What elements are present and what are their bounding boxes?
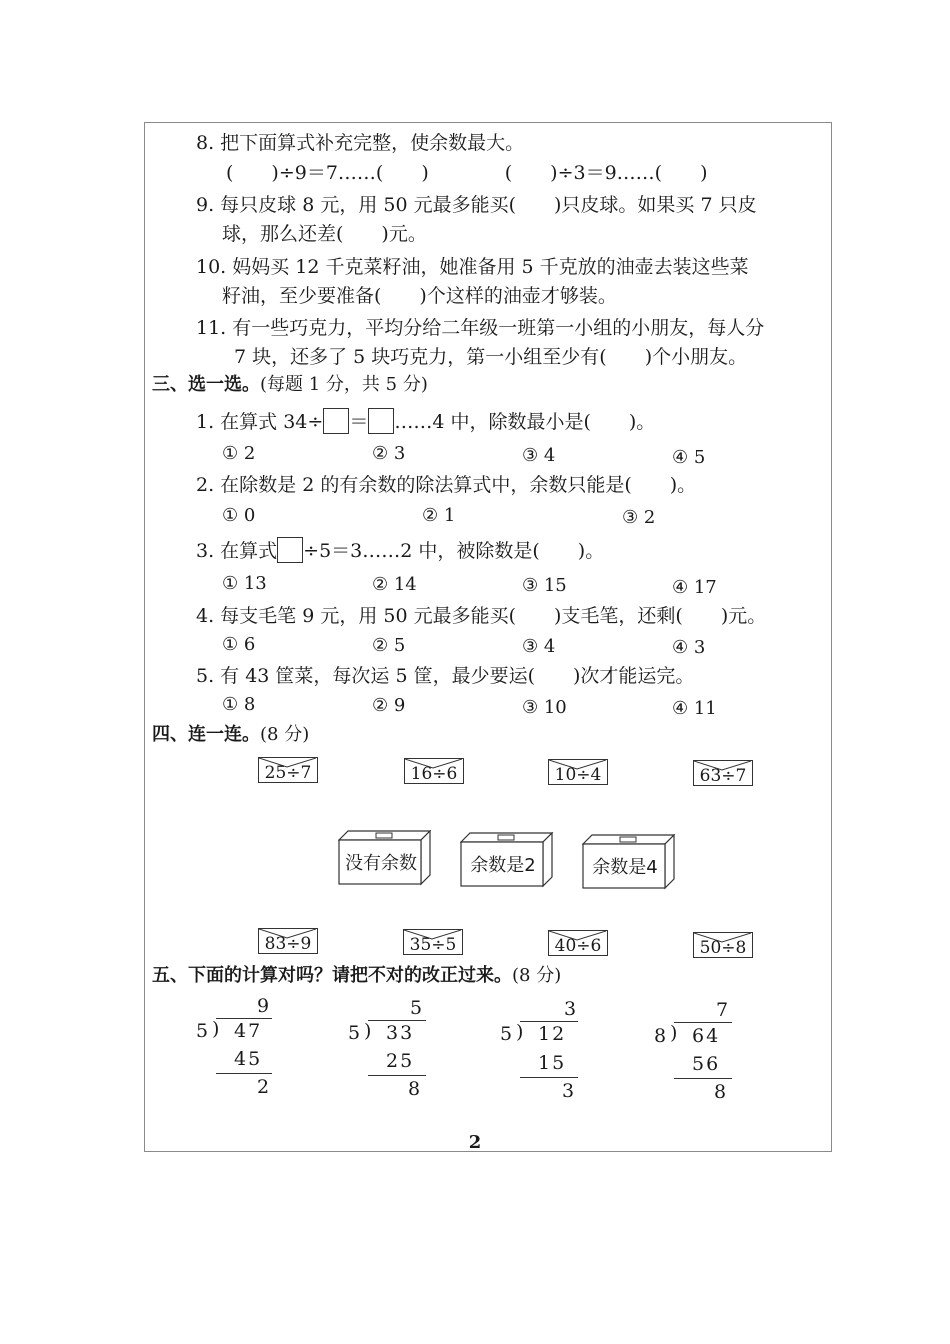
envelope[interactable] — [404, 758, 464, 784]
choice-q3-option: ③ 15 — [522, 575, 567, 596]
ld2-remainder: 8 — [408, 1078, 423, 1100]
envelope-label: 63÷7 — [699, 766, 747, 786]
envelope[interactable] — [548, 930, 608, 956]
ld1-bracket-icon: ) — [212, 1018, 222, 1040]
q9-line1: 9. 每只皮球 8 元，用 50 元最多能买( )只皮球。如果买 7 只皮 — [196, 194, 757, 216]
choice-q4-stem: 4. 每支毛笔 9 元，用 50 元最多能买( )支毛笔，还剩( )元。 — [196, 605, 767, 627]
q11-line1: 11. 有一些巧克力，平均分给二年级一班第一小组的小朋友，每人分 — [196, 317, 765, 339]
ld2-product: 25 — [386, 1050, 415, 1072]
choice-q1 — [196, 408, 655, 434]
page-number: 2 — [468, 1132, 482, 1153]
answer-box[interactable] — [460, 832, 554, 888]
choice-q2-option: ③ 2 — [622, 507, 656, 528]
section5-note: (8 分) — [512, 965, 562, 986]
ld1-product: 45 — [234, 1048, 263, 1070]
ld3-divisor: 5 — [500, 1023, 515, 1045]
section4-heading — [152, 723, 309, 747]
q8-text: 8. 把下面算式补充完整，使余数最大。 — [196, 132, 525, 154]
box-label: 余数是4 — [592, 857, 658, 878]
choice-q5-option: ② 9 — [372, 695, 406, 716]
ld4-dividend: 64 — [692, 1025, 721, 1047]
section3-note: (每题 1 分，共 5 分) — [260, 374, 428, 395]
envelope-label: 16÷6 — [410, 764, 458, 784]
envelope[interactable] — [258, 757, 318, 783]
q10-line1: 10. 妈妈买 12 千克菜籽油，她准备用 5 千克放的油壶去装这些菜 — [196, 256, 749, 278]
section5-heading — [152, 964, 561, 988]
choice-q1-stem-c: ……4 中，除数最小是( )。 — [394, 411, 656, 433]
ld1-quotient: 9 — [257, 995, 272, 1017]
choice-q1-option: ① 2 — [222, 443, 256, 464]
section4-title: 四、连一连。 — [152, 724, 260, 745]
ld1-remainder: 2 — [257, 1076, 272, 1098]
section3-heading — [152, 373, 428, 397]
q8-equations: ( )÷9＝7……( ) ( )÷3＝9……( ) — [226, 162, 708, 184]
blank-box[interactable] — [277, 537, 303, 563]
ld3-bracket-icon: ) — [516, 1021, 526, 1043]
choice-q5-option: ① 8 — [222, 694, 256, 715]
envelope-label: 25÷7 — [264, 763, 312, 783]
choice-q2-option: ① 0 — [222, 505, 256, 526]
ld3-bracket-line — [520, 1021, 578, 1022]
blank-box[interactable] — [368, 408, 394, 434]
choice-q1-option: ③ 4 — [522, 445, 556, 466]
choice-q5-option: ④ 11 — [672, 698, 717, 719]
ld2-bracket-line — [368, 1020, 426, 1021]
ld1-subtract-line — [216, 1073, 272, 1074]
envelope[interactable] — [693, 932, 753, 958]
section4-note: (8 分) — [260, 724, 310, 745]
envelope[interactable] — [693, 760, 753, 786]
ld2-subtract-line — [368, 1075, 426, 1076]
ld1-divisor: 5 — [196, 1020, 211, 1042]
envelope[interactable] — [403, 929, 463, 955]
answer-box[interactable] — [582, 834, 676, 890]
ld2-divisor: 5 — [348, 1022, 363, 1044]
ld3-quotient: 3 — [564, 998, 579, 1020]
section5-title: 五、下面的计算对吗？请把不对的改正过来。 — [152, 965, 512, 986]
choice-q3-option: ④ 17 — [672, 577, 717, 598]
q11-line2: 7 块，还多了 5 块巧克力，第一小组至少有( )个小朋友。 — [234, 346, 748, 368]
ld4-bracket-line — [674, 1022, 732, 1023]
ld4-subtract-line — [674, 1078, 732, 1079]
choice-q1-stem-b: ＝ — [349, 411, 369, 433]
envelope-label: 50÷8 — [699, 938, 747, 958]
choice-q4-option: ① 6 — [222, 634, 256, 655]
choice-q3-stem-a: 3. 在算式 — [196, 540, 278, 562]
choice-q4-option: ② 5 — [372, 635, 406, 656]
ld3-product: 15 — [538, 1052, 567, 1074]
ld3-remainder: 3 — [562, 1080, 577, 1102]
blank-box[interactable] — [323, 408, 349, 434]
ld1-dividend: 47 — [234, 1020, 263, 1042]
ld4-product: 56 — [692, 1053, 721, 1075]
choice-q1-option: ② 3 — [372, 443, 406, 464]
envelope[interactable] — [258, 928, 318, 954]
box-label: 没有余数 — [345, 853, 417, 874]
choice-q5-option: ③ 10 — [522, 697, 567, 718]
envelope-label: 10÷4 — [554, 765, 602, 785]
choice-q1-stem-a: 1. 在算式 34÷ — [196, 411, 324, 433]
ld1-bracket-line — [216, 1018, 272, 1019]
ld2-dividend: 33 — [386, 1022, 415, 1044]
choice-q2-option: ② 1 — [422, 505, 456, 526]
q10-line2: 籽油，至少要准备( )个这样的油壶才够装。 — [222, 285, 617, 307]
envelope-label: 35÷5 — [409, 935, 457, 955]
choice-q1-option: ④ 5 — [672, 447, 706, 468]
envelope-label: 40÷6 — [554, 936, 602, 956]
choice-q3 — [196, 537, 604, 563]
choice-q5-stem: 5. 有 43 筐菜，每次运 5 筐，最少要运( )次才能运完。 — [196, 665, 695, 687]
envelope-label: 83÷9 — [264, 934, 312, 954]
ld2-bracket-icon: ) — [364, 1020, 374, 1042]
choice-q3-option: ② 14 — [372, 574, 417, 595]
choice-q4-option: ④ 3 — [672, 637, 706, 658]
choice-q4-option: ③ 4 — [522, 636, 556, 657]
ld4-remainder: 8 — [714, 1081, 729, 1103]
ld3-dividend: 12 — [538, 1023, 567, 1045]
ld2-quotient: 5 — [410, 997, 425, 1019]
ld4-divisor: 8 — [654, 1025, 669, 1047]
box-label: 余数是2 — [470, 855, 536, 876]
answer-box[interactable] — [338, 830, 432, 886]
ld3-subtract-line — [520, 1077, 578, 1078]
ld4-bracket-icon: ) — [670, 1022, 680, 1044]
ld4-quotient: 7 — [716, 999, 731, 1021]
choice-q2-stem: 2. 在除数是 2 的有余数的除法算式中，余数只能是( )。 — [196, 474, 697, 496]
envelope[interactable] — [548, 759, 608, 785]
choice-q3-stem-b: ÷5＝3……2 中，被除数是( )。 — [303, 540, 605, 562]
q9-line2: 球，那么还差( )元。 — [222, 223, 427, 245]
choice-q3-option: ① 13 — [222, 573, 267, 594]
section3-title: 三、选一选。 — [152, 374, 260, 395]
